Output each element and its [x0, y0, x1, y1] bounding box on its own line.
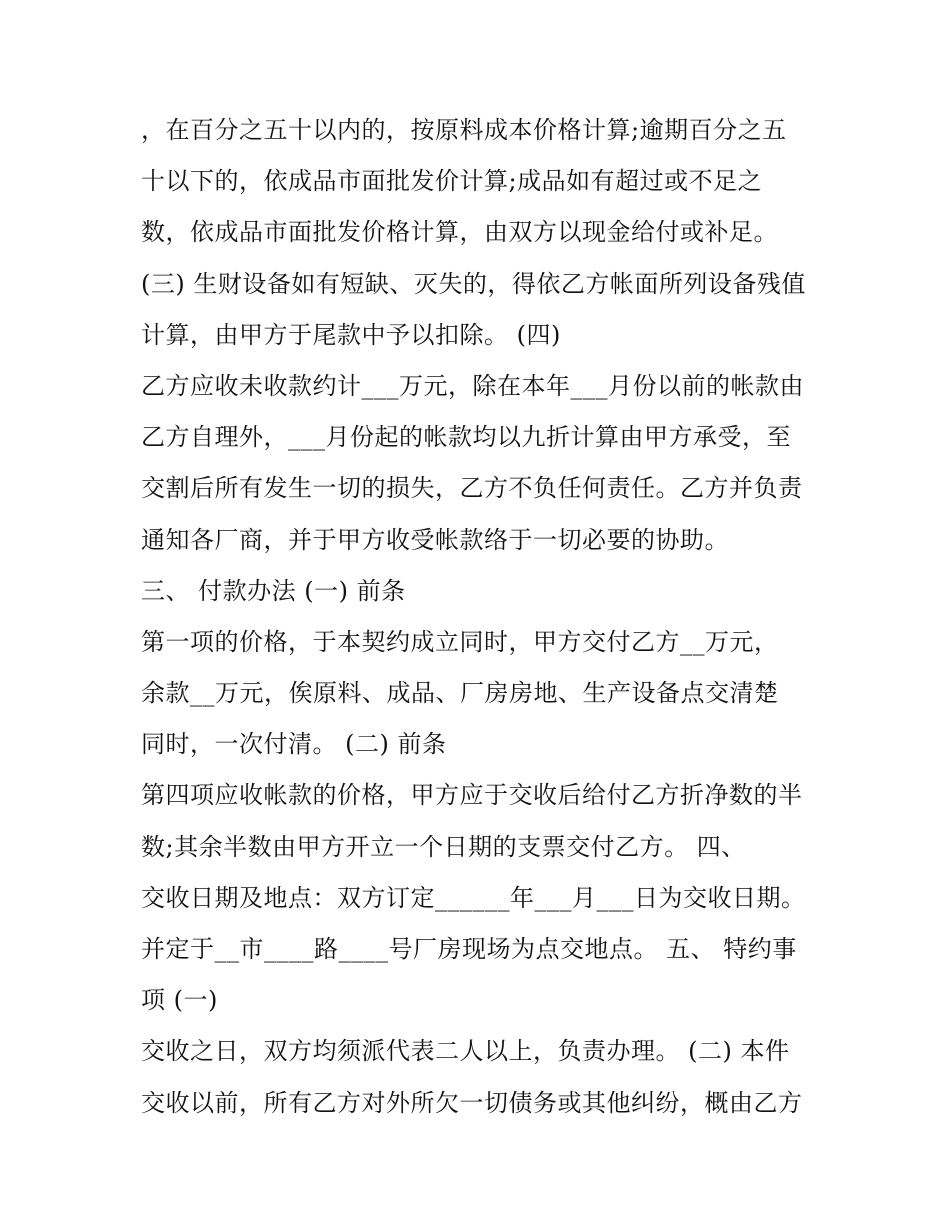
- text-line: 项 (一): [141, 986, 218, 1015]
- text-line: (三) 生财设备如有短缺、灭失的，得依乙方帐面所列设备残值: [141, 269, 806, 298]
- text-line: 通知各厂商，并于甲方收受帐款络于一切必要的协助。: [141, 525, 729, 554]
- text-line: 交收之日，双方均须派代表二人以上，负责办理。 (二) 本件: [141, 1037, 790, 1066]
- text-line: 同时，一次付清。 (二) 前条: [141, 730, 447, 759]
- text-line: 并定于__市____路____号厂房现场为点交地点。 五、 特约事: [141, 935, 797, 963]
- text-line: 计算，由甲方于尾款中予以扣除。 (四): [141, 320, 561, 349]
- text-line: 十以下的，依成品市面批发价计算;成品如有超过或不足之: [141, 167, 763, 196]
- text-line: 第一项的价格，于本契约成立同时，甲方交付乙方__万元，: [141, 627, 779, 656]
- text-line: 交收以前，所有乙方对外所欠一切债务或其他纠纷，概由乙方: [141, 1088, 803, 1117]
- contract-text: [141, 105, 841, 1129]
- text-line: 交收日期及地点：双方订定______年___月___日为交收日期。: [141, 883, 806, 912]
- text-line: 乙方自理外，___月份起的帐款均以九折计算由甲方承受，至: [141, 423, 791, 452]
- text-line: 数，依成品市面批发价格计算，由双方以现金给付或补足。: [141, 218, 778, 247]
- text-line: 余款__万元，俟原料、成品、厂房房地、生产设备点交清楚: [141, 679, 779, 708]
- text-line: 乙方应收未收款约计___万元，除在本年___月份以前的帐款由: [141, 371, 804, 400]
- text-line: ，在百分之五十以内的，按原料成本价格计算;逾期百分之五: [141, 116, 787, 144]
- text-line: 交割后所有发生一切的损失，乙方不负任何责任。乙方并负责: [141, 474, 803, 503]
- text-line: 三、 付款办法 (一) 前条: [141, 576, 406, 605]
- text-line: 第四项应收帐款的价格，甲方应于交收后给付乙方折净数的半: [141, 781, 803, 810]
- text-line: 数;其余半数由甲方开立一个日期的支票交付乙方。 四、: [141, 832, 746, 861]
